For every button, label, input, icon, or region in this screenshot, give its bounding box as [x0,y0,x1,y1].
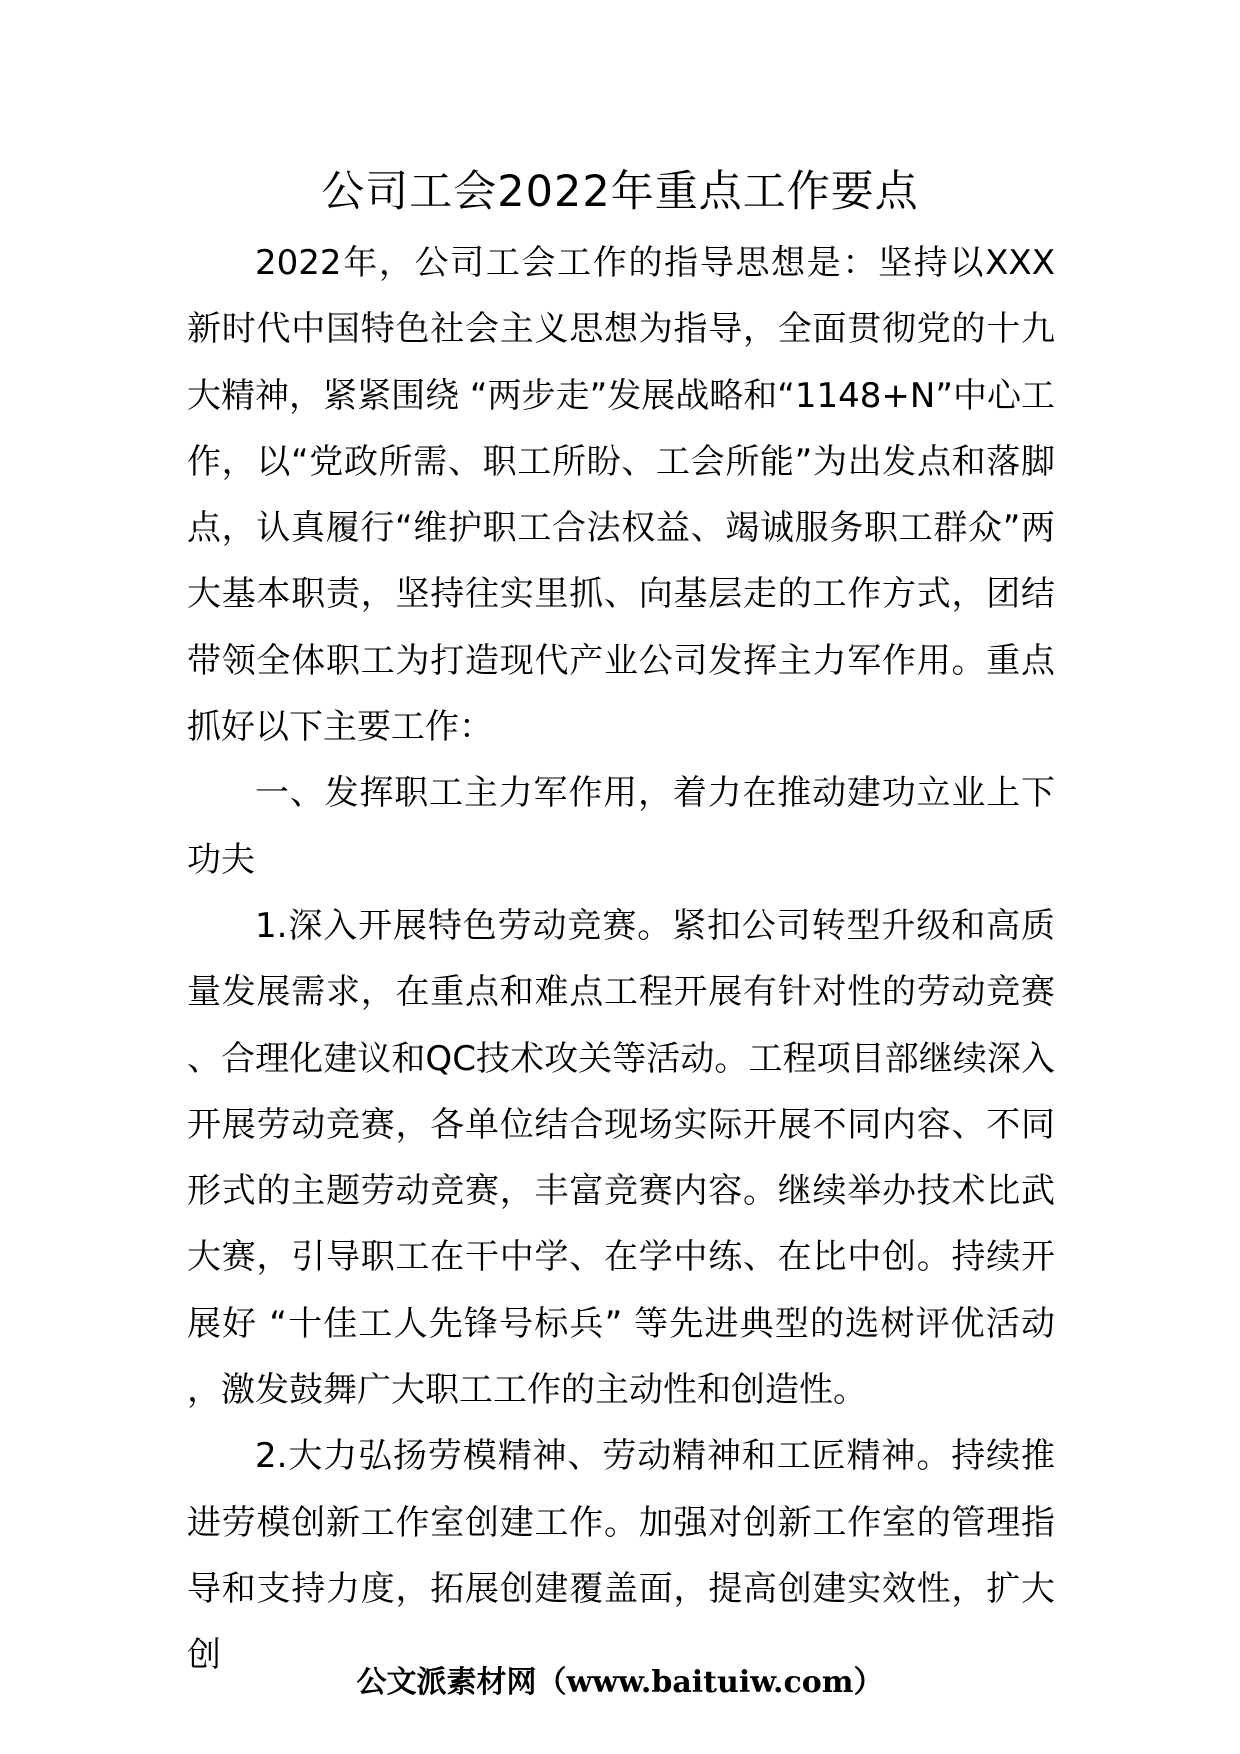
intro-paragraph: 2022年，公司工会工作的指导思想是：坚持以XXX新时代中国特色社会主义思想为指导，全面贯彻党的十九大精神，紧紧围绕 “两步走”发展战略和“1148+N”中心工作，以“党政所需、职工所盼、工会所能”为出发点和落脚点，认真履行“维护职工合法权益、竭诚服务职工群众”两大基本职责，坚持往实里抓、向基层走的工作方式，团结带领全体职工为打造现代产业公司发挥主力军作用。重点抓好以下主要工作： [187,243,1055,748]
item-paragraph-2: 2.大力弘扬劳模精神、劳动精神和工匠精神。持续推进劳模创新工作室创建工作。加强对创新工作室的管理指导和支持力度，拓展创建覆盖面，提高创建实效性，扩大创 [187,1436,1055,1676]
document-title: 公司工会2022年重点工作要点 [321,167,919,217]
footer-watermark: 公文派素材网（www.baituiw.com） [356,1665,884,1700]
section-heading: 一、发挥职工主力军作用，着力在推动建功立业上下功夫 [187,773,1055,880]
item-paragraph-1: 1.深入开展特色劳动竞赛。紧扣公司转型升级和高质量发展需求，在重点和难点工程开展有针对性的劳动竞赛、合理化建议和QC技术攻关等活动。工程项目部继续深入开展劳动竞赛，各单位结合现场实际开展不同内容、不同形式的主题劳动竞赛，丰富竞赛内容。继续举办技术比武大赛，引导职工在干中学、在学中练、在比中创。持续开展好 “十佳工人先锋号标兵” 等先进典型的选树评优活动，激发鼓舞广大职工工作的主动性和创造性。 [187,905,1055,1411]
document-body [187,230,1055,1689]
